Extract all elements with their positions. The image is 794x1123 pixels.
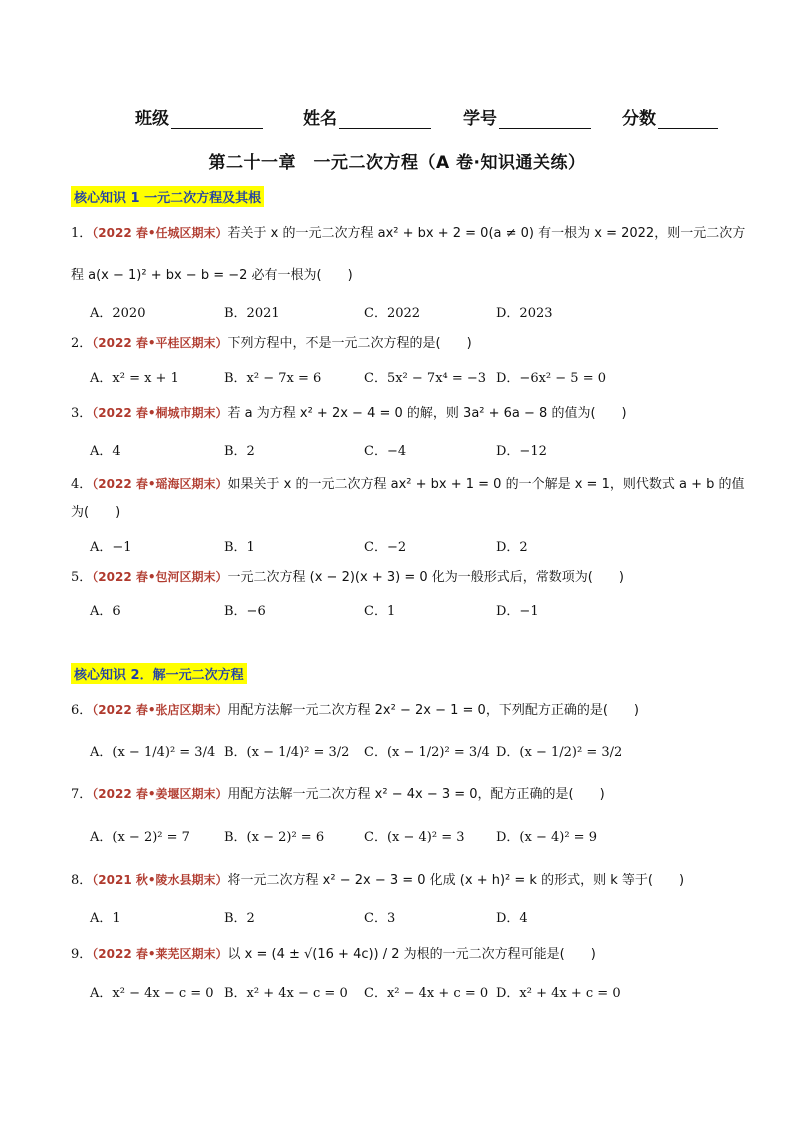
option-a[interactable]: A．2020	[90, 306, 146, 321]
question-number: 5．	[71, 570, 93, 585]
question-1-options	[90, 302, 730, 324]
name-field[interactable]	[303, 104, 431, 129]
student-info-row	[0, 104, 794, 130]
question-stem: 将一元二次方程 x² − 2x − 3 = 0 化成 (x + h)² = k 的形式，则 k 等于( )	[227, 873, 685, 888]
question-7	[71, 784, 731, 805]
question-3-options	[90, 440, 730, 462]
option-c[interactable]: C．5x² − 7x⁴ = −3	[364, 371, 487, 386]
question-3	[71, 403, 731, 424]
question-stem: 如果关于 x 的一元二次方程 ax² + bx + 1 = 0 的一个解是 x = 1，则代数式 a + b 的值	[227, 477, 745, 492]
question-stem: 用配方法解一元二次方程 x² − 4x − 3 = 0，配方正确的是( )	[227, 787, 605, 802]
option-a[interactable]: A．x² − 4x − c = 0	[90, 986, 214, 1001]
question-stem: 下列方程中，不是一元二次方程的是( )	[227, 336, 472, 351]
question-source: （2021 秋•陵水县期末）	[92, 873, 228, 887]
section-heading-2: 核心知识 2．解一元二次方程	[71, 663, 247, 684]
option-b[interactable]: B．−6	[224, 604, 266, 619]
question-stem: 若 a 为方程 x² + 2x − 4 = 0 的解，则 3a² + 6a − 8 的值为( )	[227, 406, 627, 421]
section-heading-1: 核心知识 1 一元二次方程及其根	[71, 186, 264, 207]
question-number: 7．	[71, 787, 93, 802]
question-6-options	[90, 741, 730, 763]
option-b[interactable]: B．2021	[224, 306, 280, 321]
question-source: （2022 春•平桂区期末）	[92, 336, 228, 350]
option-b[interactable]: B．x² − 7x = 6	[224, 371, 322, 386]
question-4-continued	[71, 503, 731, 523]
option-b[interactable]: B．1	[224, 540, 255, 555]
option-a[interactable]: A．4	[90, 444, 121, 459]
option-b[interactable]: B．(x − 1/4)² = 3/2	[224, 745, 350, 760]
option-a[interactable]: A．6	[90, 604, 121, 619]
option-b[interactable]: B．2	[224, 911, 255, 926]
question-5	[71, 567, 731, 588]
class-field[interactable]	[135, 104, 263, 129]
question-1-continued	[71, 266, 731, 286]
question-number: 1．	[71, 226, 93, 241]
class-blank[interactable]	[171, 109, 263, 129]
option-d[interactable]: D．(x − 1/2)² = 3/2	[496, 745, 623, 760]
option-a[interactable]: A．x² = x + 1	[90, 371, 179, 386]
question-source: （2022 春•瑶海区期末）	[92, 477, 228, 491]
question-number: 4．	[71, 477, 93, 492]
option-d[interactable]: D．2	[496, 540, 528, 555]
score-field[interactable]	[622, 104, 718, 129]
question-5-options	[90, 600, 730, 622]
question-number: 6．	[71, 703, 93, 718]
option-c[interactable]: C．−2	[364, 540, 407, 555]
question-source: （2022 春•莱芜区期末）	[92, 947, 228, 961]
question-number: 9．	[71, 947, 93, 962]
question-4	[71, 474, 745, 495]
option-c[interactable]: C．−4	[364, 444, 407, 459]
score-blank[interactable]	[658, 109, 718, 129]
option-a[interactable]: A．(x − 1/4)² = 3/4	[90, 745, 216, 760]
option-a[interactable]: A．1	[90, 911, 121, 926]
question-2-options	[90, 367, 730, 389]
name-label: 姓名	[303, 109, 337, 129]
option-a[interactable]: A．−1	[90, 540, 132, 555]
option-c[interactable]: C．(x − 4)² = 3	[364, 830, 465, 845]
option-d[interactable]: D．(x − 4)² = 9	[496, 830, 597, 845]
question-number: 3．	[71, 406, 93, 421]
option-c[interactable]: C．x² − 4x + c = 0	[364, 986, 489, 1001]
question-source: （2022 春•桐城市期末）	[92, 406, 228, 420]
question-9-options	[90, 982, 730, 1004]
option-d[interactable]: D．−6x² − 5 = 0	[496, 371, 606, 386]
question-6	[71, 700, 731, 721]
question-stem: 以 x = (4 ± √(16 + 4c)) / 2 为根的一元二次方程可能是( )	[227, 947, 596, 962]
question-7-options	[90, 826, 730, 848]
question-number: 2．	[71, 336, 93, 351]
option-b[interactable]: B．2	[224, 444, 255, 459]
question-stem: 用配方法解一元二次方程 2x² − 2x − 1 = 0，下列配方正确的是( )	[227, 703, 639, 718]
question-stem: 若关于 x 的一元二次方程 ax² + bx + 2 = 0(a ≠ 0) 有一根为 x = 2022，则一元二次方	[227, 226, 746, 241]
question-8	[71, 870, 731, 891]
option-c[interactable]: C．1	[364, 604, 396, 619]
option-b[interactable]: B．x² + 4x − c = 0	[224, 986, 348, 1001]
student-id-field[interactable]	[463, 104, 591, 129]
question-4-options	[90, 536, 730, 558]
question-source: （2022 春•姜堰区期末）	[92, 787, 228, 801]
option-d[interactable]: D．x² + 4x + c = 0	[496, 986, 621, 1001]
option-c[interactable]: C．(x − 1/2)² = 3/4	[364, 745, 490, 760]
question-9	[71, 944, 731, 965]
question-stem-line2: 程 a(x − 1)² + bx − b = −2 必有一根为( )	[71, 268, 353, 283]
option-c[interactable]: C．3	[364, 911, 396, 926]
question-stem-line2: 为( )	[71, 505, 121, 520]
option-c[interactable]: C．2022	[364, 306, 421, 321]
name-blank[interactable]	[339, 109, 431, 129]
question-8-options	[90, 907, 730, 929]
option-b[interactable]: B．(x − 2)² = 6	[224, 830, 325, 845]
class-label: 班级	[135, 109, 169, 129]
question-source: （2022 春•任城区期末）	[92, 226, 228, 240]
option-d[interactable]: D．4	[496, 911, 528, 926]
page-title: 第二十一章 一元二次方程（A 卷·知识通关练）	[208, 153, 586, 173]
question-stem: 一元二次方程 (x − 2)(x + 3) = 0 化为一般形式后，常数项为( )	[227, 570, 624, 585]
question-2	[71, 333, 731, 354]
option-a[interactable]: A．(x − 2)² = 7	[90, 830, 190, 845]
option-d[interactable]: D．−1	[496, 604, 539, 619]
option-d[interactable]: D．2023	[496, 306, 553, 321]
option-d[interactable]: D．−12	[496, 444, 547, 459]
student-id-blank[interactable]	[499, 109, 591, 129]
question-source: （2022 春•包河区期末）	[92, 570, 228, 584]
question-1	[71, 223, 746, 244]
student-id-label: 学号	[463, 109, 497, 129]
score-label: 分数	[622, 109, 656, 129]
question-source: （2022 春•张店区期末）	[92, 703, 228, 717]
question-number: 8．	[71, 873, 93, 888]
